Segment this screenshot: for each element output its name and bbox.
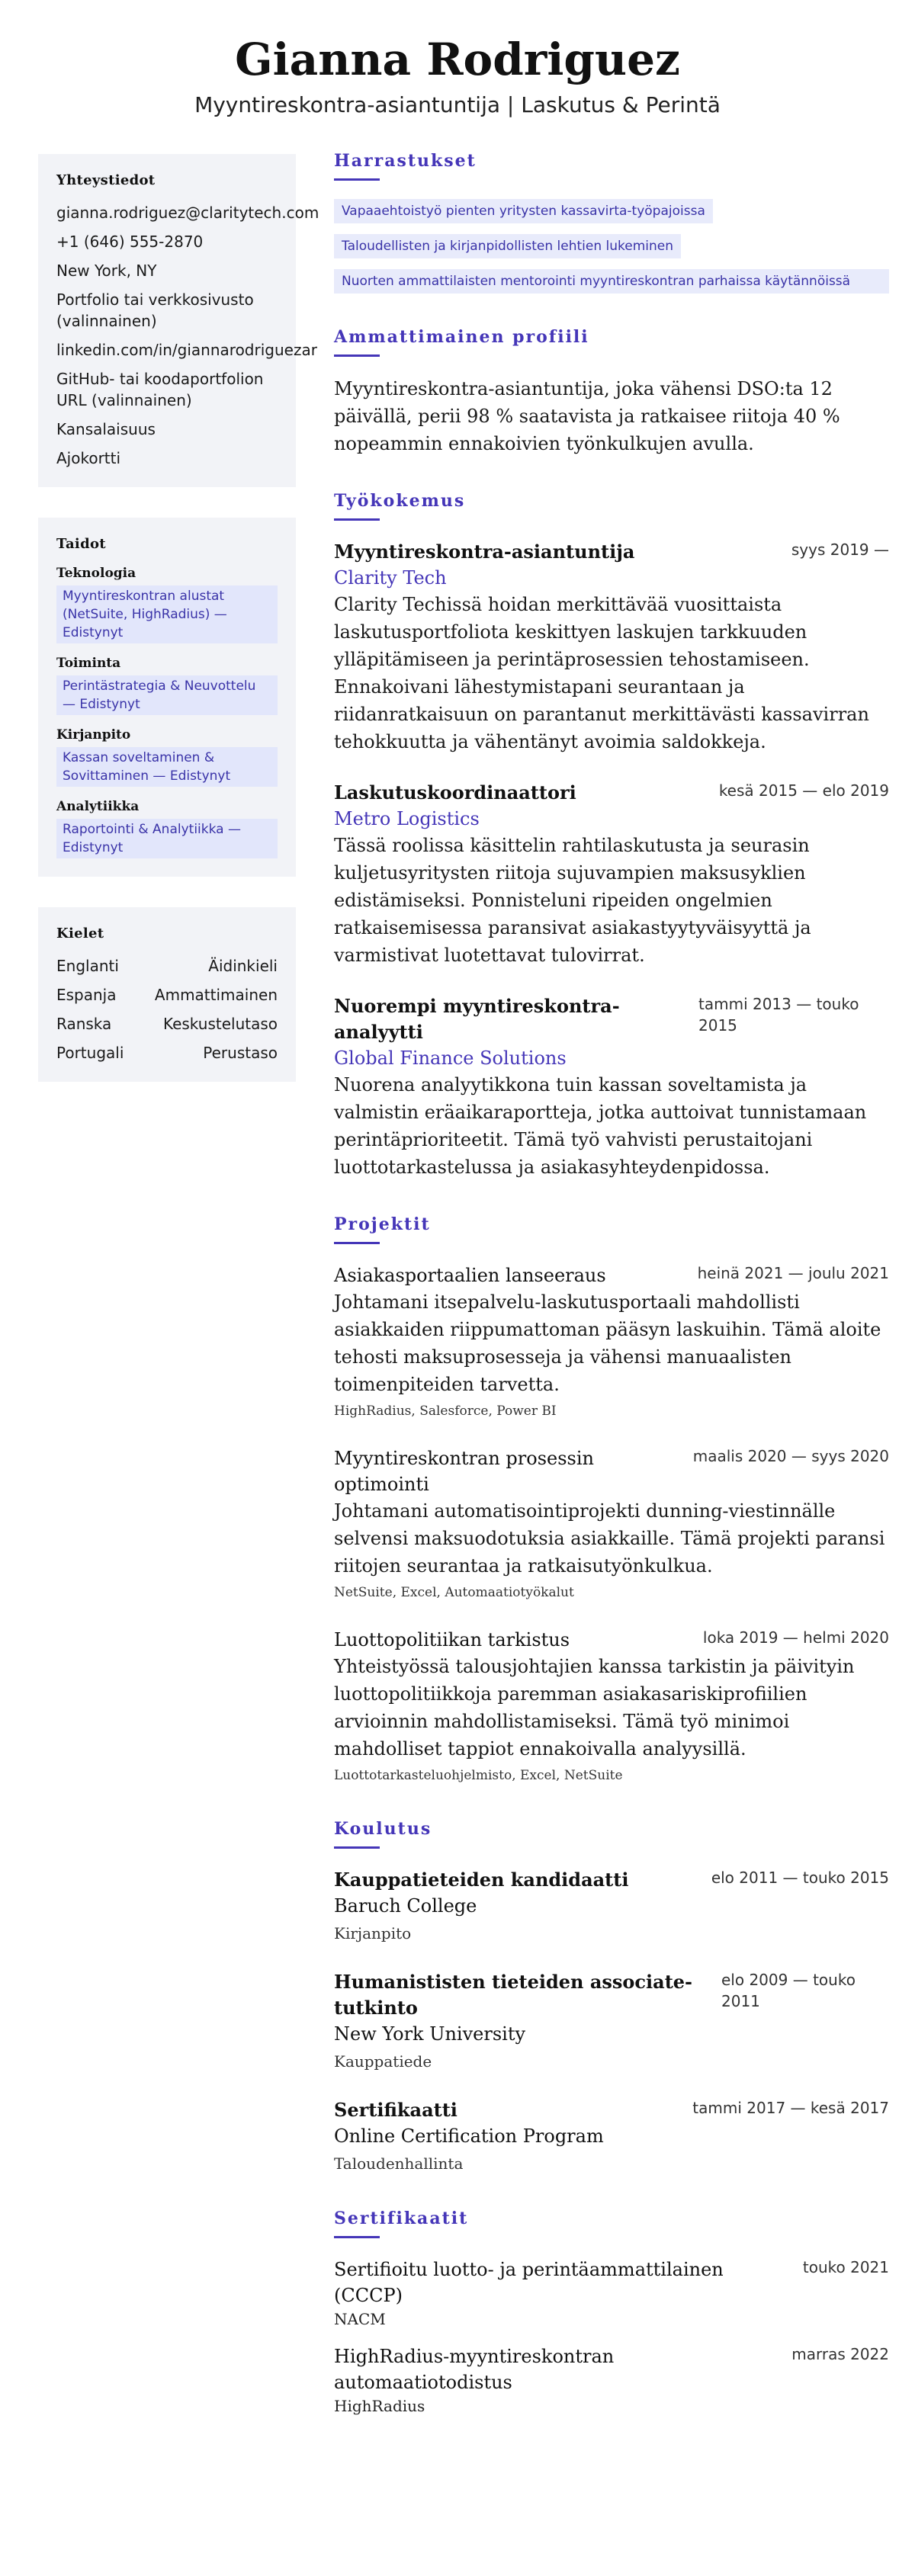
- section-divider: [334, 178, 380, 181]
- candidate-title: Myyntireskontra-asiantuntija | Laskutus & Perintä: [194, 92, 721, 117]
- job-description: Nuorena analyytikkona tuin kassan soveltamista ja valmistin eräaikaraportteja, jotka auttoivat tunnistamaan perintäprioriteetit. Tämä työ vahvisti perustaitojani luottotarkastelussa ja asiakasyhteydenpidossa.: [334, 1074, 867, 1178]
- certificate-date: marras 2022: [791, 2345, 889, 2363]
- project-entry: [334, 1445, 889, 1602]
- skill-category: Kirjanpito: [56, 727, 131, 743]
- project-dates: heinä 2021 — joulu 2021: [697, 1264, 889, 1282]
- education-entry: [334, 1969, 889, 2073]
- job-title: Nuorempi myyntireskontra-analyytti: [334, 995, 620, 1043]
- language-name: Espanja: [56, 986, 117, 1004]
- certificates-section: [334, 2209, 889, 2417]
- job-title: Laskutuskoordinaattori: [334, 781, 576, 804]
- contact-citizenship: Kansalaisuus: [56, 420, 156, 438]
- degree-name: Sertifikaatti: [334, 2099, 458, 2121]
- certificate-date: touko 2021: [802, 2258, 889, 2276]
- education-entry: [334, 1867, 889, 1945]
- project-tech: HighRadius, Salesforce, Power BI: [334, 1403, 557, 1419]
- section-divider: [334, 1242, 380, 1244]
- hobby-tag: Vapaaehtoistyö pienten yritysten kassavirta-työpajoissa: [334, 199, 713, 223]
- projects-heading: Projektit: [334, 1214, 431, 1234]
- language-level: Perustaso: [203, 1044, 278, 1062]
- skill-group: [56, 799, 278, 858]
- section-divider: [334, 1846, 380, 1849]
- section-divider: [334, 354, 380, 357]
- hobby-tag: Taloudellisten ja kirjanpidollisten lehtien lukeminen: [334, 234, 681, 258]
- experience-entry: [334, 780, 889, 969]
- skill-group: [56, 566, 278, 643]
- hobby-tag: Nuorten ammattilaisten mentorointi myyntireskontran parhaissa käytännöissä: [334, 269, 889, 294]
- education-entry: [334, 2097, 889, 2175]
- education-heading: Koulutus: [334, 1819, 432, 1839]
- job-title: Myyntireskontra-asiantuntija: [334, 541, 635, 563]
- hobbies-heading: Harrastukset: [334, 151, 477, 171]
- job-dates: kesä 2015 — elo 2019: [718, 781, 889, 800]
- hobbies-section: [334, 151, 889, 294]
- company-name: Global Finance Solutions: [334, 1047, 567, 1069]
- school-name: Online Certification Program: [334, 2125, 604, 2147]
- section-divider: [334, 2236, 380, 2238]
- job-description: Tässä roolissa käsittelin rahtilaskutusta ja seurasin kuljetusyritysten riitoja sujuvampien maksusyklien edistämiseksi. Ponnisteluni ripeiden ongelmien ratkaisemisessa paransivat asiakastyytyväisyyttä ja varmistivat luotettavat tulovirrat.: [334, 835, 811, 966]
- language-level: Keskustelutaso: [162, 1015, 278, 1033]
- experience-section: [334, 491, 889, 1181]
- skill-tag: Myyntireskontran alustat (NetSuite, HighRadius) — Edistynyt: [56, 585, 278, 643]
- education-section: [334, 1819, 889, 2175]
- project-description: Johtamani itsepalvelu-laskutusportaali mahdollisti asiakkaiden riippumattoman pääsyn laskuihin. Tämä aloite tehosti maksuprosesseja ja vähensi manuaalisten toimenpiteiden tarvetta.: [334, 1291, 881, 1395]
- job-description: Clarity Techissä hoidan merkittävää vuosittaista laskutusportfoliota keskittyen laskujen tarkkuuden ylläpitämiseen ja perintäprosessien tehostamiseen. Ennakoivani lähestymistapani seurantaan ja riidanratkaisuun on parantanut merkittävästi kassavirran tehokkuutta ja vähentänyt avoimia saldokkeja.: [334, 594, 869, 752]
- experience-entry: [334, 539, 889, 755]
- project-name: Asiakasportaalien lanseeraus: [334, 1265, 606, 1286]
- language-level: Ammattimainen: [154, 986, 278, 1004]
- skills-card: [38, 518, 296, 877]
- contact-portfolio[interactable]: Portfolio tai verkkosivusto (valinnainen): [56, 290, 254, 330]
- certificate-name: Sertifioitu luotto- ja perintäammattilainen (CCCP): [334, 2259, 724, 2306]
- project-dates: maalis 2020 — syys 2020: [692, 1447, 889, 1465]
- skill-group: [56, 727, 278, 787]
- company-name: Metro Logistics: [334, 808, 480, 829]
- experience-entry: [334, 993, 889, 1181]
- language-row: [56, 1013, 278, 1035]
- education-dates: elo 2011 — touko 2015: [711, 1869, 889, 1887]
- degree-name: Humanististen tieteiden associate-tutkinto: [334, 1971, 693, 2019]
- skill-category: Teknologia: [56, 566, 136, 581]
- project-tech: Luottotarkasteluohjelmisto, Excel, NetSuite: [334, 1768, 623, 1783]
- project-entry: [334, 1627, 889, 1785]
- study-field: Taloudenhallinta: [334, 2154, 464, 2173]
- company-name: Clarity Tech: [334, 567, 447, 589]
- education-dates: tammi 2017 — kesä 2017: [692, 2099, 889, 2117]
- skill-category: Toiminta: [56, 656, 121, 671]
- contact-email[interactable]: gianna.rodriguez@claritytech.com: [56, 204, 319, 222]
- project-description: Johtamani automatisointiprojekti dunning-viestinnälle selvensi maksuodotuksia asiakkaille. Tämä projekti paransi riitojen seurantaa ja ratkaisutyönkulkua.: [334, 1500, 885, 1577]
- certificate-issuer: NACM: [334, 2310, 386, 2328]
- contact-github[interactable]: GitHub- tai koodaportfolion URL (valinnainen): [56, 370, 264, 409]
- profile-heading: Ammattimainen profiili: [334, 327, 589, 347]
- school-name: New York University: [334, 2023, 526, 2045]
- project-entry: [334, 1262, 889, 1421]
- projects-section: [334, 1214, 889, 1785]
- main-column: [334, 151, 889, 2417]
- project-name: Myyntireskontran prosessin optimointi: [334, 1448, 594, 1495]
- language-row: [56, 1042, 278, 1063]
- skill-group: [56, 656, 278, 715]
- contact-phone[interactable]: +1 (646) 555-2870: [56, 233, 204, 251]
- language-row: [56, 984, 278, 1006]
- contact-card: [38, 154, 319, 487]
- language-name: Portugali: [56, 1044, 124, 1062]
- resume-header: [0, 30, 915, 119]
- certificate-issuer: HighRadius: [334, 2397, 425, 2415]
- skill-category: Analytiikka: [56, 799, 140, 814]
- study-field: Kirjanpito: [334, 1924, 412, 1942]
- language-name: Englanti: [56, 957, 119, 975]
- languages-heading: Kielet: [56, 925, 104, 942]
- candidate-name: Gianna Rodriguez: [235, 34, 680, 85]
- skill-tag: Kassan soveltaminen & Sovittaminen — Edistynyt: [56, 747, 278, 787]
- project-tech: NetSuite, Excel, Automaatiotyökalut: [334, 1585, 574, 1600]
- skill-tag: Raportointi & Analytiikka — Edistynyt: [56, 819, 278, 858]
- certificate-entry: [334, 2257, 889, 2330]
- contact-license: Ajokortti: [56, 449, 121, 467]
- project-dates: loka 2019 — helmi 2020: [702, 1628, 889, 1647]
- section-divider: [334, 518, 380, 521]
- contact-linkedin[interactable]: linkedin.com/in/giannarodriguezar: [56, 341, 317, 359]
- language-level: Äidinkieli: [208, 957, 278, 975]
- certificates-heading: Sertifikaatit: [334, 2209, 469, 2228]
- project-name: Luottopolitiikan tarkistus: [334, 1629, 570, 1651]
- experience-heading: Työkokemus: [334, 491, 466, 511]
- profile-text: Myyntireskontra-asiantuntija, joka vähensi DSO:ta 12 päivällä, perii 98 % saatavista ja ratkaisee riitoja 40 % nopeammin ennakoivien työnkulkujen avulla.: [334, 378, 840, 454]
- certificate-entry: [334, 2343, 889, 2417]
- language-row: [56, 955, 278, 977]
- contact-location: New York, NY: [56, 261, 157, 280]
- job-dates: tammi 2013 — touko 2015: [698, 995, 859, 1035]
- skills-heading: Taidot: [56, 536, 106, 552]
- education-dates: elo 2009 — touko 2011: [721, 1971, 856, 2010]
- profile-section: [334, 327, 889, 457]
- contact-heading: Yhteystiedot: [56, 172, 156, 188]
- school-name: Baruch College: [334, 1895, 477, 1917]
- study-field: Kauppatiede: [334, 2052, 432, 2071]
- project-description: Yhteistyössä talousjohtajien kanssa tarkistin ja päivityin luottopolitiikkoja paremman asiakasariskiprofiilien arvioinnin mahdollistamiseksi. Tämä työ minimoi mahdolliset tappiot ennakoivalla analyysillä.: [334, 1656, 855, 1760]
- language-name: Ranska: [56, 1015, 112, 1033]
- degree-name: Kauppatieteiden kandidaatti: [334, 1869, 629, 1891]
- languages-card: [38, 907, 296, 1082]
- skill-tag: Perintästrategia & Neuvottelu — Edistynyt: [56, 675, 278, 715]
- certificate-name: HighRadius-myyntireskontran automaatiotodistus: [334, 2346, 615, 2393]
- job-dates: syys 2019 —: [791, 541, 889, 559]
- sidebar: [38, 154, 319, 1112]
